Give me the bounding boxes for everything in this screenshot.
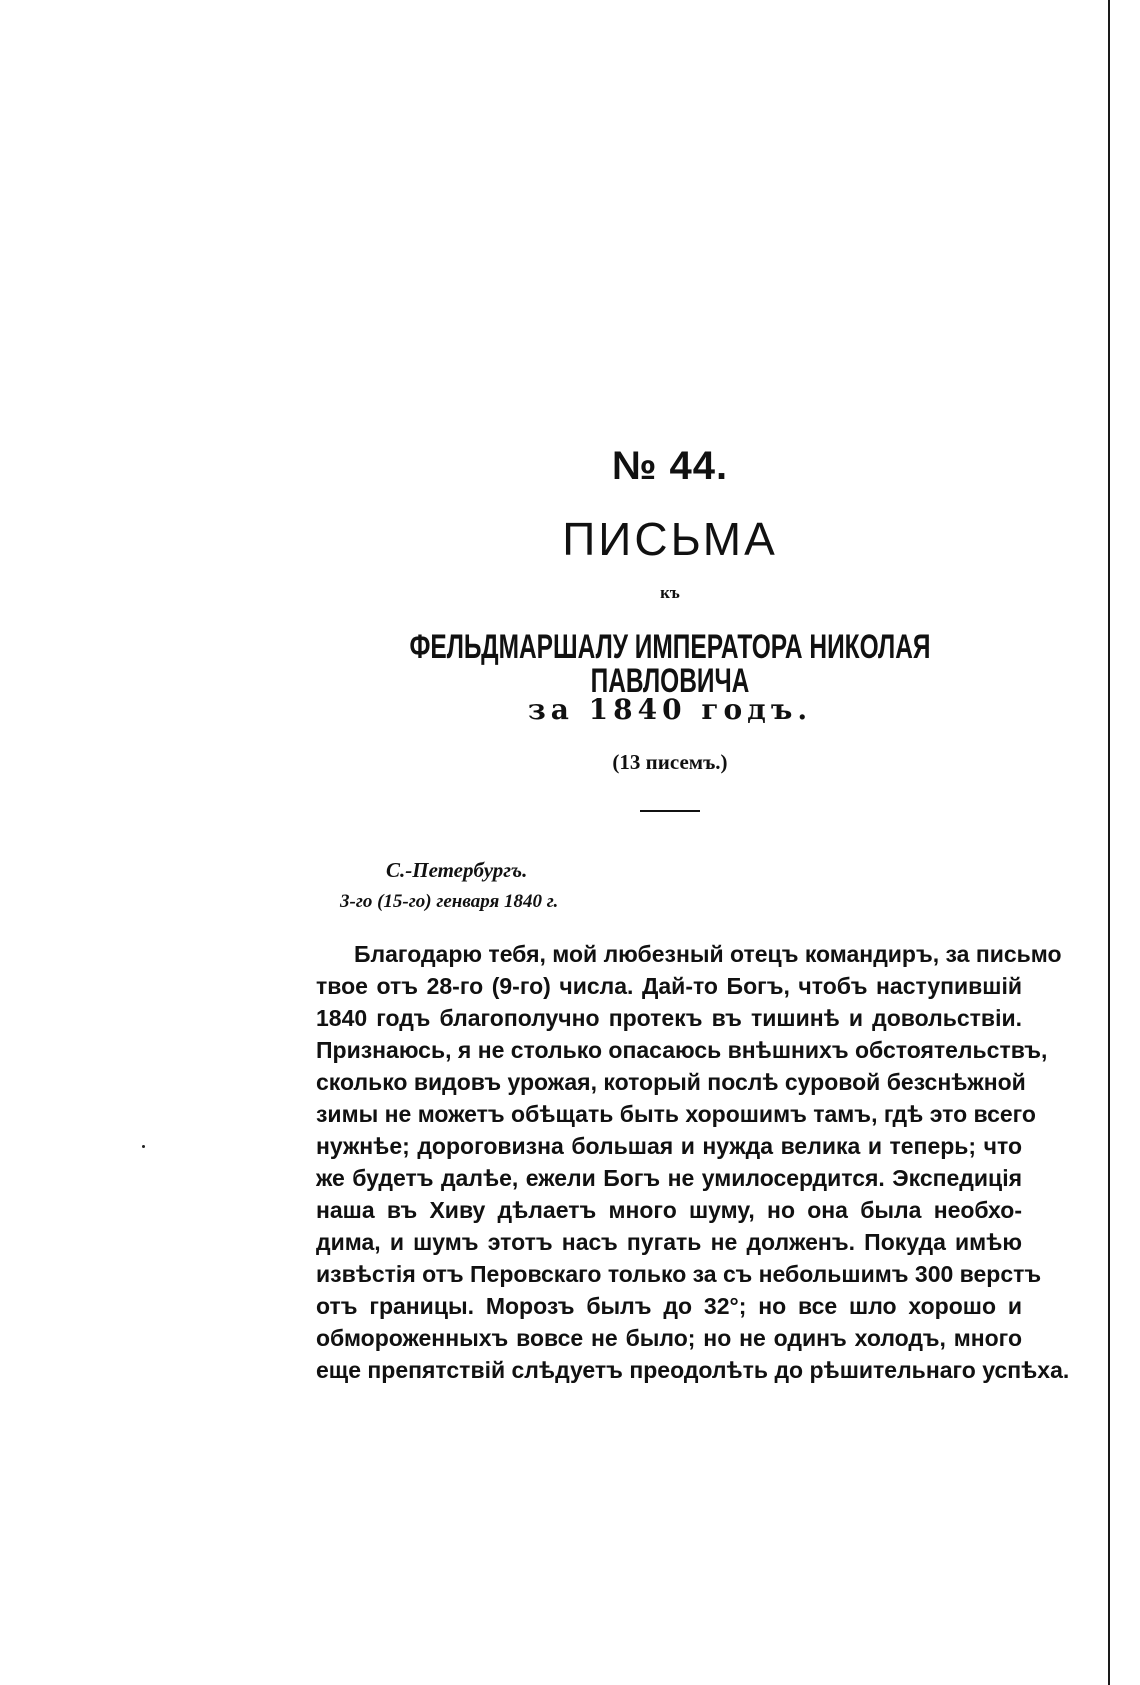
divider-rule: [640, 810, 700, 812]
body-line: дима, и шумъ этотъ насъ пугать не долженъ. Покуда имѣю: [316, 1229, 1022, 1255]
document-number: № 44.: [611, 444, 729, 488]
body-line: 1840 годъ благополучно протекъ въ тишинѣ и довольствіи.: [316, 1005, 1022, 1031]
body-line: извѣстія отъ Перовскаго только за съ небольшимъ 300 верстъ: [316, 1261, 1042, 1287]
body-line: обмороженныхъ вовсе не было; но не одинъ холодъ, много: [316, 1325, 1022, 1351]
letter-date: 3-го (15-го) генваря 1840 г.: [340, 891, 559, 912]
body-line: Признаюсь, я не столько опасаюсь внѣшнихъ обстоятельствъ,: [316, 1037, 1048, 1063]
letter-body: [316, 938, 1070, 1386]
addressee-heading: ФЕЛЬДМАРШАЛУ ИМПЕРАТОРА НИКОЛАЯ ПАВЛОВИЧА: [409, 628, 931, 700]
body-line: отъ границы. Морозъ былъ до 32°; но все шло хорошо и: [316, 1293, 1022, 1319]
body-line: же будетъ далѣе, ежели Богъ не умилосердится. Экспедиція: [316, 1165, 1022, 1191]
letter-place: С.-Петербургъ.: [386, 858, 528, 882]
title-preposition: къ: [660, 583, 680, 602]
body-line: твое отъ 28-го (9-го) числа. Дай-то Богъ, чтобъ наступившій: [316, 973, 1022, 999]
body-line: Благодарю тебя, мой любезный отецъ командиръ, за письмо: [354, 941, 1062, 967]
body-line: сколько видовъ урожая, который послѣ суровой безснѣжной: [316, 1069, 1026, 1095]
body-line: наша въ Хиву дѣлаетъ много шуму, но она была необхо-: [316, 1197, 1022, 1223]
body-line: зимы не можетъ обѣщать быть хорошимъ тамъ, гдѣ это всего: [316, 1101, 1036, 1127]
body-line: нужнѣе; дороговизна большая и нужда велика и теперь; что: [316, 1133, 1022, 1159]
section-title: ПИСЬМА: [562, 513, 778, 565]
page-edge-line: [1108, 0, 1110, 1685]
scan-speck: [142, 1145, 145, 1148]
year-heading: за 1840 годъ.: [527, 693, 813, 726]
letter-count: (13 писемъ.): [612, 750, 728, 774]
body-line: еще препятствій слѣдуетъ преодолѣть до рѣшительнаго успѣха.: [316, 1357, 1070, 1383]
